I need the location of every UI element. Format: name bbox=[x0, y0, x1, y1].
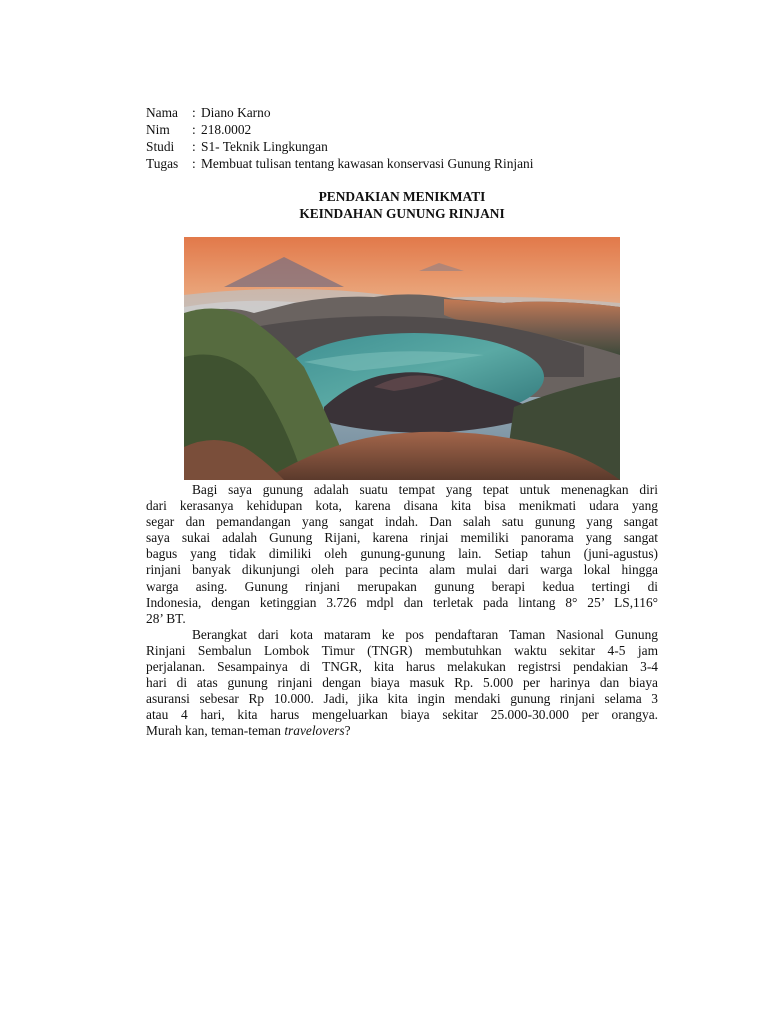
text-line: warga asing. Gunung rinjani merupakan gunung berapi kedua tertingi di bbox=[146, 578, 658, 594]
text-line: dari kerasanya kehidupan kota, karena disana kita bisa menikmati udara yang bbox=[146, 498, 658, 514]
info-row-tugas bbox=[146, 155, 533, 172]
info-label: Tugas bbox=[146, 156, 179, 171]
text-line: bagus yang tidak dimiliki oleh gunung-gunung lain. Setiap tahun (juni-agustus) bbox=[146, 546, 658, 562]
document-title bbox=[146, 188, 658, 222]
text-segment: ? bbox=[344, 723, 351, 739]
italic-word: travelovers bbox=[284, 723, 345, 739]
text-line: Berangkat dari kota mataram ke pos pendaftaran Taman Nasional Gunung bbox=[192, 626, 658, 642]
info-value: Membuat tulisan tentang kawasan konservasi Gunung Rinjani bbox=[201, 156, 534, 171]
info-row-nim bbox=[146, 121, 533, 138]
text-line: Indonesia, dengan ketinggian 3.726 mdpl dan terletak pada lintang 8° 25’ LS,116° bbox=[146, 594, 658, 610]
text-line: saya sukai adalah Gunung Rijani, karena rinjai memiliki panorama yang sangat bbox=[146, 530, 658, 546]
text-line: hari di atas gunung rinjani dengan biaya masuk Rp. 5.000 per harinya dan biaya bbox=[146, 675, 658, 691]
student-info bbox=[146, 104, 533, 172]
title-line-1: PENDAKIAN MENIKMATI bbox=[318, 189, 486, 204]
info-label: Studi bbox=[146, 139, 175, 154]
info-row-nama bbox=[146, 104, 533, 121]
text-line bbox=[146, 723, 658, 739]
info-value: S1- Teknik Lingkungan bbox=[201, 139, 328, 154]
text-segment: Murah kan, teman-teman bbox=[146, 723, 285, 739]
info-separator: : bbox=[192, 156, 196, 171]
info-label: Nim bbox=[146, 122, 170, 137]
text-line: atau 4 hari, kita harus mengeluarkan biaya sekitar 25.000-30.000 per orangya. bbox=[146, 707, 658, 723]
info-separator: : bbox=[192, 122, 196, 137]
text-line: perjalanan. Sesampainya di TNGR, kita harus melakukan registrsi pendakian 3-4 bbox=[146, 659, 658, 675]
paragraph-2 bbox=[146, 627, 658, 740]
rinjani-crater-photo bbox=[184, 237, 620, 480]
info-separator: : bbox=[192, 105, 196, 120]
text-line: Rinjani Sembalun Lombok Timur (TNGR) membutuhkan waktu sekitar 4-5 jam bbox=[146, 642, 658, 658]
paragraph-1 bbox=[146, 482, 658, 627]
info-value: Diano Karno bbox=[201, 105, 271, 120]
text-line: rinjani banyak dikunjungi oleh para pecinta alam mulai dari warga lokal hingga bbox=[146, 562, 658, 578]
title-line-2: KEINDAHAN GUNUNG RINJANI bbox=[299, 206, 505, 221]
text-line: asuransi sebesar Rp 10.000. Jadi, jika kita ingin mendaki gunung rinjani selama 3 bbox=[146, 691, 658, 707]
info-label: Nama bbox=[146, 105, 178, 120]
info-row-studi bbox=[146, 138, 533, 155]
article-body bbox=[146, 482, 658, 740]
text-line: 28’ BT. bbox=[146, 610, 186, 626]
info-value: 218.0002 bbox=[201, 122, 252, 137]
text-line: segar dan pemandangan yang sangat indah. Dan salah satu gunung yang sangat bbox=[146, 514, 658, 530]
text-line: Bagi saya gunung adalah suatu tempat yang tepat untuk menenagkan diri bbox=[192, 482, 658, 497]
info-separator: : bbox=[192, 139, 196, 154]
